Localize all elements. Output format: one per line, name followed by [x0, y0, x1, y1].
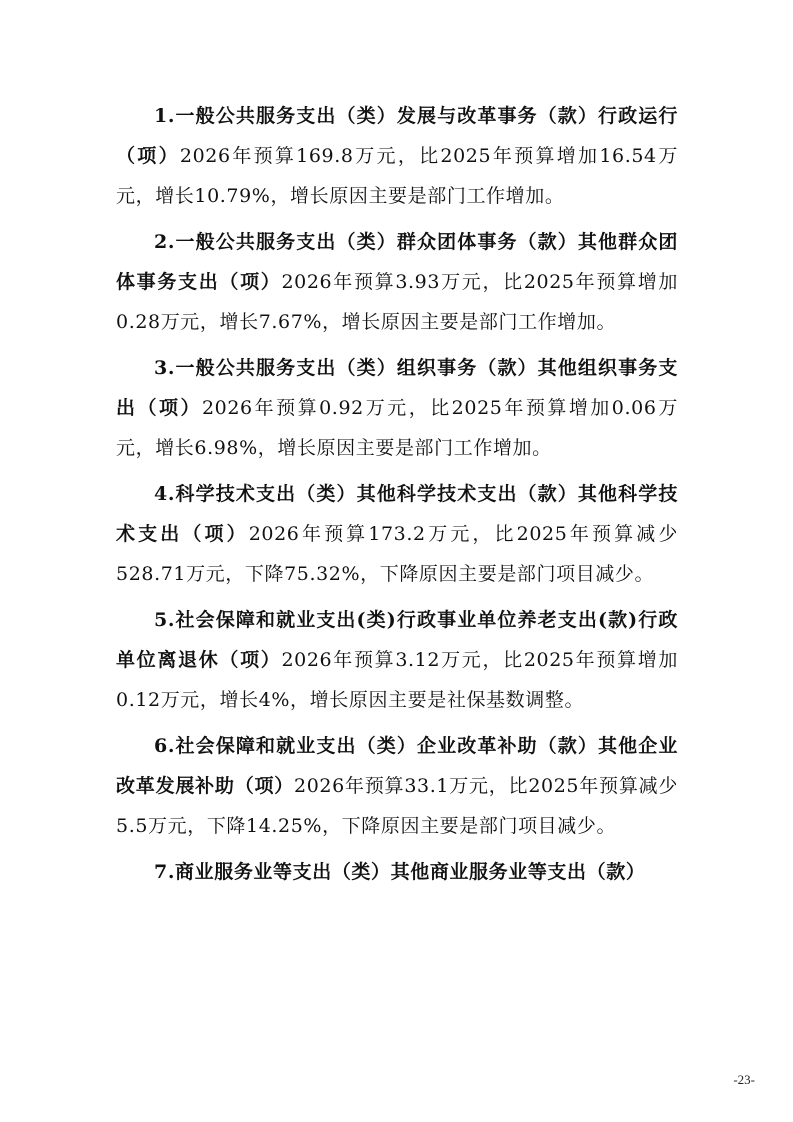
paragraph-text: 2026年预算3.12万元，比2025年预算增加0.12万元，增长4%，增长原因主要是社保基数调整。	[116, 649, 678, 711]
paragraph-text: 2026年预算0.92万元，比2025年预算增加0.06万元，增长6.98%，增长原因主要是部门工作增加。	[116, 397, 679, 459]
paragraph-heading: 4.科学技术支出（类）其他科学技术支出（款）其他科学技术支出（项）	[116, 483, 678, 545]
paragraph-text: 2026年预算169.8万元，比2025年预算增加16.54万元，增长10.79%，增长原因主要是部门工作增加。	[116, 145, 678, 207]
paragraph-heading: 5.社会保障和就业支出(类)行政事业单位养老支出(款)行政单位离退休（项）	[116, 609, 678, 671]
paragraph-3	[116, 348, 678, 468]
paragraph-4	[116, 474, 678, 594]
paragraph-text: 2026年预算173.2万元，比2025年预算减少528.71万元，下降75.32%，下降原因主要是部门项目减少。	[116, 523, 678, 585]
paragraph-7	[116, 852, 678, 892]
page-number: -23-	[733, 1072, 755, 1087]
paragraph-2	[116, 222, 678, 342]
paragraph-heading: 7.商业服务业等支出（类）其他商业服务业等支出（款）	[154, 861, 646, 883]
paragraph-text: 2026年预算3.93万元，比2025年预算增加0.28万元，增长7.67%，增长原因主要是部门工作增加。	[116, 271, 678, 333]
paragraph-heading: 3.一般公共服务支出（类）组织事务（款）其他组织事务支出（项）	[116, 357, 678, 419]
document-body	[116, 96, 678, 898]
paragraph-heading: 1.一般公共服务支出（类）发展与改革事务（款）行政运行（项）	[116, 105, 678, 167]
paragraph-heading: 6.社会保障和就业支出（类）企业改革补助（款）其他企业改革发展补助（项）	[116, 735, 678, 797]
paragraph-text: 2026年预算33.1万元，比2025年预算减少5.5万元，下降14.25%，下降原因主要是部门项目减少。	[116, 775, 678, 837]
paragraph-5	[116, 600, 678, 720]
paragraph-heading: 2.一般公共服务支出（类）群众团体事务（款）其他群众团体事务支出（项）	[116, 231, 678, 293]
paragraph-6	[116, 726, 678, 846]
paragraph-1	[116, 96, 678, 216]
